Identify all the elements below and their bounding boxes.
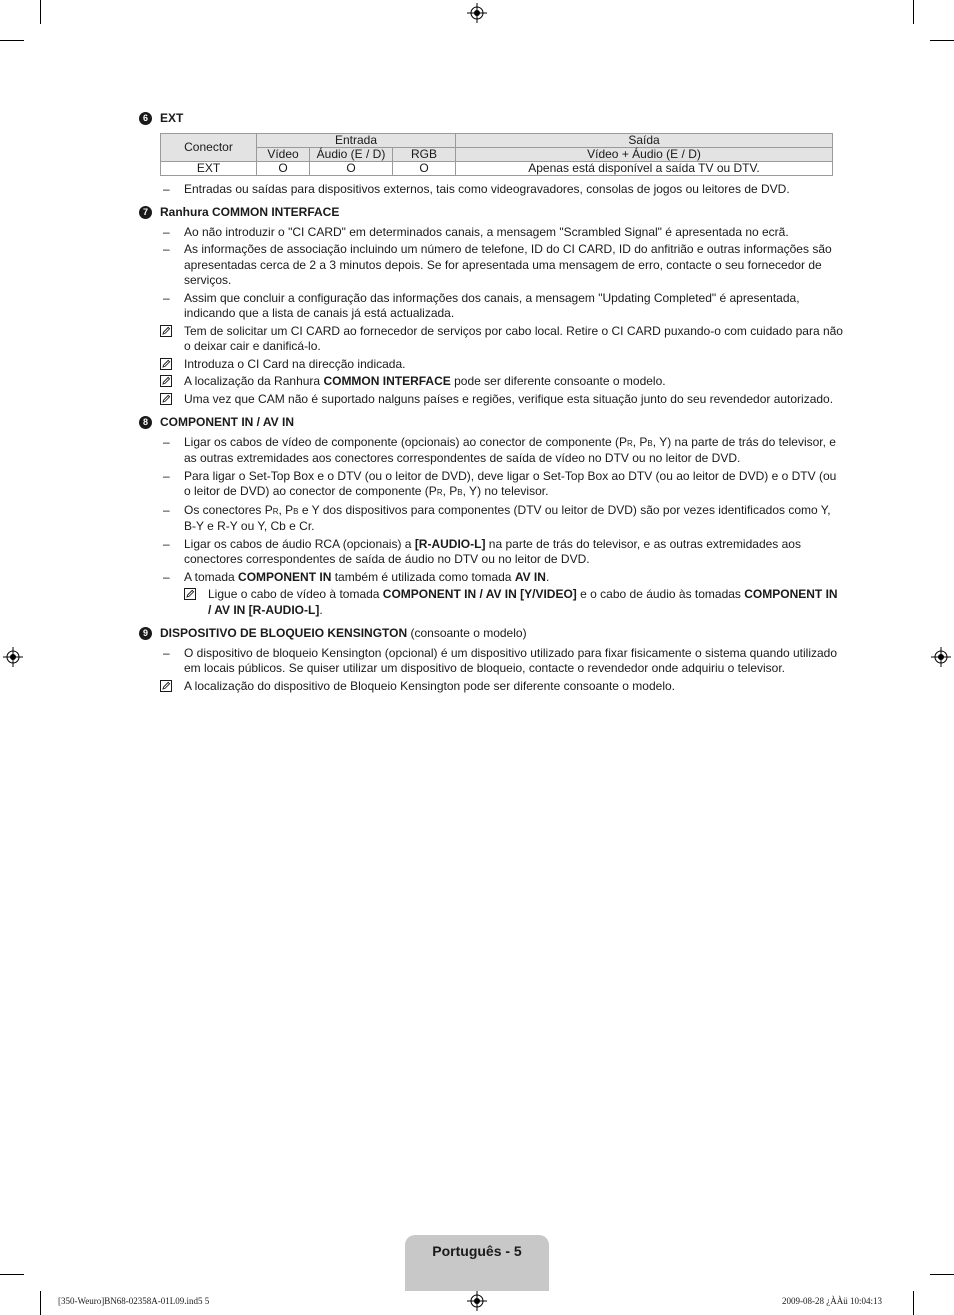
note-icon — [160, 375, 172, 387]
list-item: – O dispositivo de bloqueio Kensington (opcional) é um dispositivo utilizado para fixar fisicamente o sistema quando utilizado em locais públicos. Se quiser utilizar um dispositivo de bloqueio, contacte o revendedor onde adquiriu o televisor. — [163, 645, 838, 675]
section-title: COMPONENT IN / AV IN — [160, 415, 295, 429]
registration-mark-icon — [931, 647, 951, 667]
crop-mark — [0, 40, 24, 41]
dash-bullet: – — [163, 468, 170, 483]
section-ci-heading — [139, 205, 843, 221]
dash-bullet: – — [163, 181, 170, 196]
dash-bullet: – — [163, 290, 170, 305]
registration-mark-icon — [467, 3, 487, 23]
section-number-badge: 7 — [139, 206, 152, 219]
note-item: Uma vez que CAM não é suportado nalguns países e regiões, verifique esta situação junto do seu revendedor autorizado. — [139, 392, 843, 408]
table-row — [161, 161, 833, 175]
note-item: A localização do dispositivo de Bloqueio Kensington pode ser diferente consoante o modelo. — [139, 679, 843, 695]
table-cell: O — [257, 161, 310, 175]
ext-table — [160, 133, 833, 176]
table-header-output: Saída — [456, 133, 833, 147]
section-number-badge: 9 — [139, 627, 152, 640]
list-item: – Os conectores PR, PB e Y dos dispositivos para componentes (DTV ou leitor de DVD) são por vezes identificados como Y, B-Y e R-Y ou Y, Cb e Cr. — [163, 502, 831, 533]
table-header-video-audio: Vídeo + Áudio (E / D) — [456, 147, 833, 161]
print-slug-left: [350-Weuro]BN68-02358A-01L09.ind5 5 — [58, 1296, 210, 1306]
note-icon — [160, 680, 172, 692]
list-item: – Ao não introduzir o "CI CARD" em determinados canais, a mensagem "Scrambled Signal" é apresentada no ecrã. — [163, 224, 789, 239]
note-item: A localização da Ranhura COMMON INTERFACE pode ser diferente consoante o modelo. — [139, 374, 843, 390]
crop-mark — [40, 0, 41, 24]
table-header-video: Vídeo — [257, 147, 310, 161]
dash-bullet: – — [163, 645, 170, 660]
print-slug-right: 2009-08-28 ¿ÀÀü 10:04:13 — [782, 1296, 882, 1306]
registration-mark-icon — [3, 647, 23, 667]
list-item: – A tomada COMPONENT IN também é utilizada como tomada AV IN. — [163, 569, 550, 584]
list-item: – Para ligar o Set-Top Box e o DTV (ou o leitor de DVD), deve ligar o Set-Top Box ao DTV (ou ao leitor de DVD) e o DTV (ou o leitor de DVD) ao conector de componente (PR, PB, Y) no televisor. — [163, 468, 837, 498]
list-item: – Ligar os cabos de vídeo de componente (opcionais) ao conector de componente (PR, PB, Y) na parte de trás do televisor, e as outras extremidades aos conectores correspondentes de saída de vídeo no DTV ou no leitor de DVD. — [163, 434, 836, 465]
section-title: EXT — [160, 111, 184, 125]
dash-bullet: – — [163, 434, 170, 449]
section-title: Ranhura COMMON INTERFACE — [160, 205, 340, 219]
crop-mark — [40, 1291, 41, 1315]
table-header-connector: Conector — [161, 133, 257, 161]
note-item: Tem de solicitar um CI CARD ao fornecedor de serviços por cabo local. Retire o CI CARD puxando-o com cuidado para não o deixar cair e danificá-lo. — [139, 324, 843, 355]
note-icon — [160, 358, 172, 370]
section-kensington-heading — [139, 626, 843, 642]
section-title: DISPOSITIVO DE BLOQUEIO KENSINGTON (consoante o modelo) — [160, 626, 527, 640]
page-content — [139, 111, 843, 696]
note-icon — [184, 588, 196, 600]
note-icon — [160, 325, 172, 337]
dash-bullet: – — [163, 536, 170, 551]
crop-mark — [913, 0, 914, 24]
page-number-tab: Português - 5 — [405, 1235, 549, 1291]
crop-mark — [930, 1274, 954, 1275]
dash-bullet: – — [163, 502, 170, 517]
list-item: – As informações de associação incluindo um número de telefone, ID do CI CARD, ID do anfitrião e outras informações são apresentadas cerca de 2 a 3 minutos depois. Se for apresentada uma mensagem de erro, contacte o seu fornecedor de serviços. — [163, 242, 832, 287]
registration-mark-icon — [467, 1291, 487, 1311]
table-cell: O — [393, 161, 456, 175]
section-component-heading — [139, 415, 843, 431]
note-item: Ligue o cabo de vídeo à tomada COMPONENT IN / AV IN [Y/VIDEO] e o cabo de áudio às tomadas COMPONENT IN / AV IN [R-AUDIO-L]. — [139, 587, 843, 618]
dash-bullet: – — [163, 569, 170, 584]
list-item: – Ligar os cabos de áudio RCA (opcionais) a [R-AUDIO-L] na parte de trás do televisor, e as outras extremidades aos conectores correspondentes de saída de áudio no DTV ou no leitor de DVD. — [163, 536, 801, 566]
crop-mark — [930, 40, 954, 41]
dash-bullet: – — [163, 242, 170, 256]
table-cell: Apenas está disponível a saída TV ou DTV. — [456, 161, 833, 175]
table-cell: EXT — [161, 161, 257, 175]
table-header-audio: Áudio (E / D) — [310, 147, 393, 161]
crop-mark — [913, 1291, 914, 1315]
section-number-badge: 8 — [139, 416, 152, 429]
table-cell: O — [310, 161, 393, 175]
section-ext-heading — [139, 111, 843, 127]
dash-bullet: – — [163, 224, 170, 239]
table-header-input: Entrada — [257, 133, 456, 147]
section-number-badge: 6 — [139, 112, 152, 125]
table-header-rgb: RGB — [393, 147, 456, 161]
list-item: – Assim que concluir a configuração das informações dos canais, a mensagem "Updating Completed" é apresentada, indicando que a lista de canais já está actualizada. — [163, 290, 800, 320]
note-icon — [160, 393, 172, 405]
note-item: Introduza o CI Card na direcção indicada. — [139, 357, 843, 373]
list-item: – Entradas ou saídas para dispositivos externos, tais como videogravadores, consolas de jogos ou leitores de DVD. — [163, 181, 790, 196]
crop-mark — [0, 1274, 24, 1275]
